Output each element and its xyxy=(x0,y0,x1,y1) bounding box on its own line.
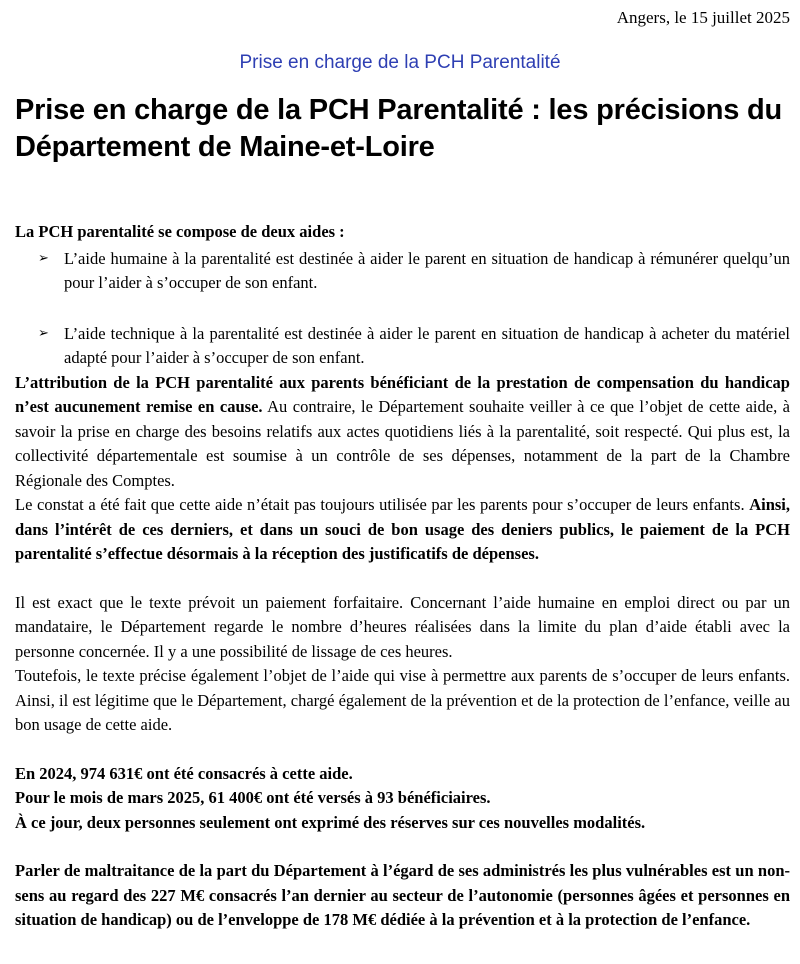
paragraph xyxy=(15,493,790,567)
figure-line: Pour le mois de mars 2025, 61 400€ ont été versés à 93 bénéficiaires. xyxy=(15,788,491,807)
bullet-text: L’aide humaine à la parentalité est destinée à aider le parent en situation de handicap à rémunérer quelqu’un pour l’aider à s’occuper de son enfant. xyxy=(64,248,790,292)
date-line: Angers, le 15 juillet 2025 xyxy=(616,8,790,27)
paragraph: Toutefois, le texte précise également l’objet de l’aide qui vise à permettre aux parents de s’occuper de leurs enfants. Ainsi, il est légitime que le Département, chargé également de la prévention et de la protection de l’enfance, veille au bon usage de cette aide. xyxy=(15,666,790,734)
page-title: Prise en charge de la PCH Parentalité : les précisions du Département de Maine-et-Loire xyxy=(15,94,783,163)
intro-text: La PCH parentalité se compose de deux aides : xyxy=(15,222,345,241)
paragraph-bold: Ainsi, dans l’intérêt de ces derniers, et dans un souci de bon usage des deniers publics, le paiement de la PCH parentalité s’effectue désormais à la réception des justificatifs de dépenses. xyxy=(15,495,790,563)
bullet-text: L’aide technique à la parentalité est destinée à aider le parent en situation de handicap à acheter du matériel adapté pour l’aider à s’occuper de son enfant. xyxy=(64,323,790,367)
bullet-item xyxy=(15,322,790,371)
paragraph: Il est exact que le texte prévoit un paiement forfaitaire. Concernant l’aide humaine en emploi direct ou par un mandataire, le Département regarde le nombre d’heures réalisées dans la limite du plan d’aide établi avec la personne concernée. Il y a une possibilité de lissage de ces heures. xyxy=(15,592,790,661)
figure-line: En 2024, 974 631€ ont été consacrés à cette aide. xyxy=(15,763,353,783)
paragraph-text: Au contraire, le Département souhaite veiller à ce que l’objet de cette aide, à savoir la prise en charge des besoins relatifs aux actes quotidiens liés à la parentalité, soit respecté. Qui plus est, la collectivité départementale est soumise à un contrôle de ses dépenses, notamment de la part de la Chambre Régionale des Comptes. xyxy=(15,397,791,490)
topic-heading: Prise en charge de la PCH Parentalité xyxy=(239,52,561,73)
paragraph-text: Le constat a été fait que cette aide n’était pas toujours utilisée par les parents pour s’occuper de leurs enfants. xyxy=(15,495,750,514)
figure-line: À ce jour, deux personnes seulement ont exprimé des réserves sur ces nouvelles modalités. xyxy=(15,812,646,832)
article-body xyxy=(15,220,790,933)
arrowhead-bullet-icon: ➢ xyxy=(38,325,49,341)
arrowhead-bullet-icon: ➢ xyxy=(38,250,49,266)
paragraph xyxy=(15,371,790,494)
paragraph-bold: L’attribution de la PCH parentalité aux parents bénéficiant de la prestation de compensation du handicap n’est aucunement remise en cause. xyxy=(15,372,790,416)
bullet-item xyxy=(15,247,790,296)
conclusion-paragraph: Parler de maltraitance de la part du Département à l’égard de ses administrés les plus vulnérables est un non-sens au regard des 227 M€ consacrés l’an dernier au secteur de l’autonomie (personnes âgées et personnes en situation de handicap) ou de l’enveloppe de 178 M€ dédiée à la prévention et à la protection de l’enfance. xyxy=(15,861,790,929)
